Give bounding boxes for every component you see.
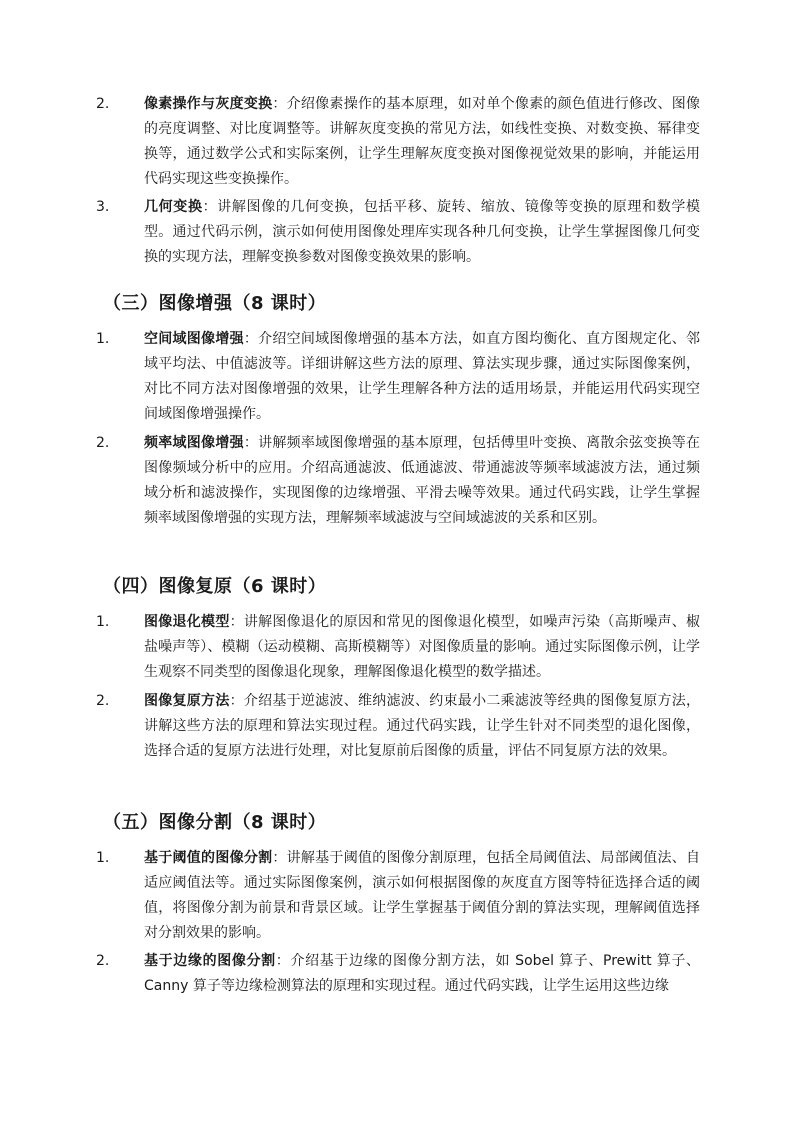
- item-body: [144, 195, 700, 270]
- item-number: 2.: [96, 435, 110, 451]
- item-text: ：介绍基于边缘的图像分割方法，如 Sobel 算子、Prewitt 算子、Canny 算子等边缘检测算法的原理和实现过程。通过代码实践，让学生运用这些边缘: [144, 953, 700, 994]
- item-text: ：讲解图像退化的原因和常见的图像退化模型，如噪声污染（高斯噪声、椒盐噪声等）、模糊（运动模糊、高斯模糊等）对图像质量的影响。通过实际图像示例，让学生观察不同类型的图像退化现象，理解图像退化模型的数学描述。: [144, 614, 701, 680]
- item-number: 1.: [96, 614, 110, 630]
- item-term: 频率域图像增强: [144, 435, 244, 451]
- section-heading-segmentation: （五）图像分割（8 课时）: [103, 812, 327, 833]
- list-item: [96, 327, 700, 427]
- item-number: 2.: [96, 693, 110, 709]
- item-body: [144, 689, 700, 764]
- item-body: [144, 327, 700, 427]
- item-body: [144, 92, 700, 192]
- item-term: 图像退化模型: [144, 614, 230, 630]
- item-text: ：讲解图像的几何变换，包括平移、旋转、缩放、镜像等变换的原理和数学模型。通过代码示例，演示如何使用图像处理库实现各种几何变换，让学生掌握图像几何变换的实现方法，理解变换参数对图像变换效果的影响。: [144, 199, 701, 265]
- item-text: ：介绍基于逆滤波、维纳滤波、约束最小二乘滤波等经典的图像复原方法，讲解这些方法的原理和算法实现过程。通过代码实践，让学生针对不同类型的退化图像，选择合适的复原方法进行处理，对比复原前后图像的质量，评估不同复原方法的效果。: [144, 693, 701, 759]
- list-item: [96, 92, 700, 192]
- item-body: [144, 846, 700, 946]
- list-item: [96, 195, 700, 270]
- item-body: [144, 949, 700, 999]
- item-number: 1.: [96, 331, 110, 347]
- list-item: [96, 431, 700, 531]
- list-item: [96, 689, 700, 764]
- item-term: 空间域图像增强: [144, 331, 244, 347]
- item-text: ：介绍像素操作的基本原理，如对单个像素的颜色值进行修改、图像的亮度调整、对比度调整等。讲解灰度变换的常见方法，如线性变换、对数变换、幂律变换等，通过数学公式和实际案例，让学生理解灰度变换对图像视觉效果的影响，并能运用代码实现这些变换操作。: [144, 96, 701, 187]
- list-item: [96, 610, 700, 685]
- item-term: 图像复原方法: [144, 693, 230, 709]
- item-term: 像素操作与灰度变换: [144, 96, 273, 112]
- item-term: 几何变换: [144, 199, 203, 215]
- section-heading-enhancement: （三）图像增强（8 课时）: [103, 293, 327, 314]
- item-body: [144, 431, 700, 531]
- item-number: 3.: [96, 199, 110, 215]
- item-number: 2.: [96, 96, 110, 112]
- item-text: ：讲解基于阈值的图像分割原理，包括全局阈值法、局部阈值法、自适应阈值法等。通过实际图像案例，演示如何根据图像的灰度直方图等特征选择合适的阈值，将图像分割为前景和背景区域。让学生掌握基于阈值分割的算法实现，理解阈值选择对分割效果的影响。: [144, 850, 701, 941]
- item-text: ：介绍空间域图像增强的基本方法，如直方图均衡化、直方图规定化、邻域平均法、中值滤波等。详细讲解这些方法的原理、算法实现步骤，通过实际图像案例，对比不同方法对图像增强的效果，让学生理解各种方法的适用场景，并能运用代码实现空间域图像增强操作。: [144, 331, 700, 422]
- item-body: [144, 610, 700, 685]
- list-item: [96, 949, 700, 999]
- list-item: [96, 846, 700, 946]
- item-term: 基于边缘的图像分割: [144, 953, 276, 969]
- item-number: 1.: [96, 850, 110, 866]
- item-text: ：讲解频率域图像增强的基本原理，包括傅里叶变换、离散余弦变换等在图像频域分析中的应用。介绍高通滤波、低通滤波、带通滤波等频率域滤波方法，通过频域分析和滤波操作，实现图像的边缘增强、平滑去噪等效果。通过代码实践，让学生掌握频率域图像增强的实现方法，理解频率域滤波与空间域滤波的关系和区别。: [144, 435, 700, 526]
- section-heading-restoration: （四）图像复原（6 课时）: [103, 576, 327, 597]
- item-number: 2.: [96, 953, 110, 969]
- item-term: 基于阈值的图像分割: [144, 850, 273, 866]
